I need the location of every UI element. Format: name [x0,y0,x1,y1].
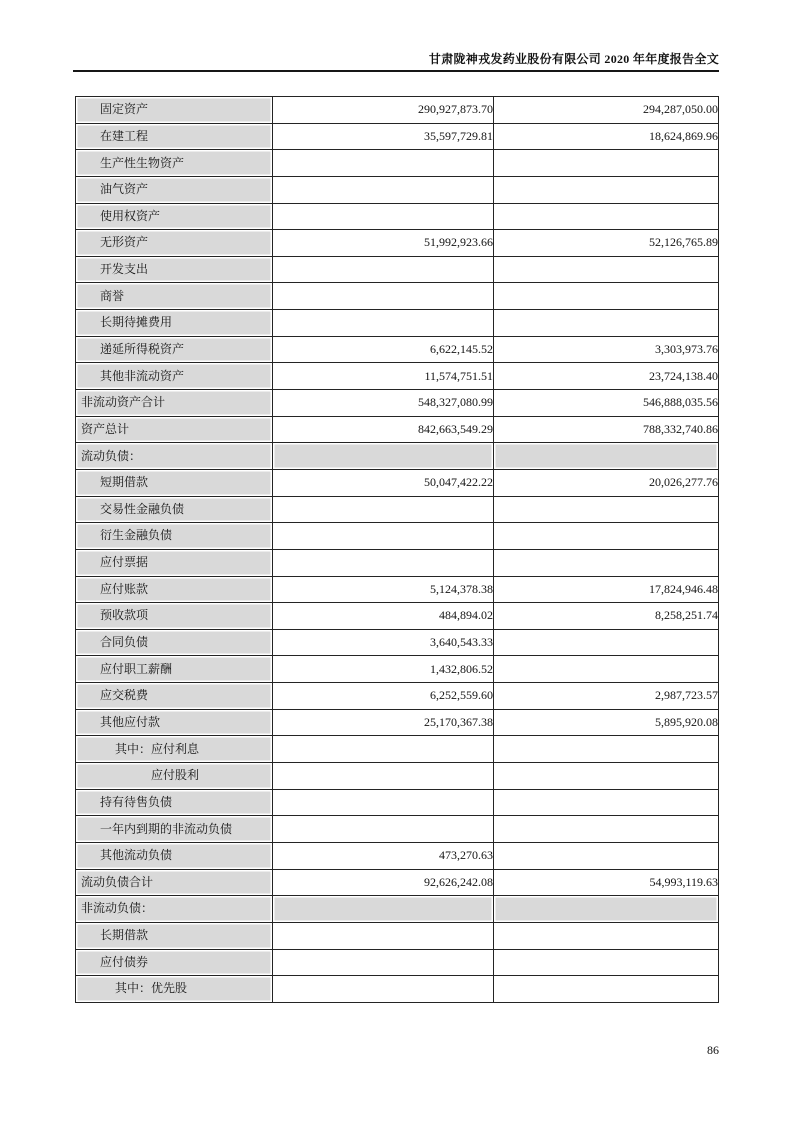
balance-table-body [76,97,719,1003]
table-row [76,469,719,496]
value-cell-previous: 2,987,723.57 [494,683,719,710]
row-label-cell: 递延所得税资产 [76,336,273,363]
value-cell-previous [494,310,719,337]
row-label-cell: 其他非流动资产 [76,363,273,390]
table-row [76,283,719,310]
value-cell-previous: 54,993,119.63 [494,869,719,896]
value-cell-current [273,549,494,576]
row-label-cell: 其他应付款 [76,709,273,736]
row-label-cell: 应交税费 [76,683,273,710]
row-label-cell: 应付职工薪酬 [76,656,273,683]
value-cell-current [273,896,494,923]
row-label-cell: 其中：优先股 [76,976,273,1003]
row-label-cell: 长期待摊费用 [76,310,273,337]
row-label-cell: 短期借款 [76,469,273,496]
table-row [76,176,719,203]
table-row [76,150,719,177]
value-cell-current [273,256,494,283]
row-label-cell: 长期借款 [76,922,273,949]
table-row [76,549,719,576]
value-cell-previous [494,256,719,283]
row-label-cell: 油气资产 [76,176,273,203]
value-cell-previous [494,523,719,550]
table-row [76,523,719,550]
value-cell-current [273,443,494,470]
value-cell-previous [494,842,719,869]
value-cell-previous [494,629,719,656]
table-row [76,203,719,230]
value-cell-previous [494,656,719,683]
value-cell-current: 35,597,729.81 [273,123,494,150]
value-cell-current [273,763,494,790]
value-cell-previous [494,763,719,790]
value-cell-current: 6,252,559.60 [273,683,494,710]
value-cell-current [273,176,494,203]
table-row [76,736,719,763]
value-cell-current [273,203,494,230]
value-cell-current [273,789,494,816]
value-cell-current: 51,992,923.66 [273,230,494,257]
value-cell-current: 548,327,080.99 [273,390,494,417]
table-row [76,896,719,923]
value-cell-current: 290,927,873.70 [273,97,494,124]
table-row [76,789,719,816]
row-label-cell: 应付债券 [76,949,273,976]
value-cell-current [273,283,494,310]
row-label-cell: 持有待售负债 [76,789,273,816]
row-label-cell: 流动负债： [76,443,273,470]
row-label-cell: 交易性金融负债 [76,496,273,523]
table-row [76,310,719,337]
table-row [76,363,719,390]
row-label-cell: 流动负债合计 [76,869,273,896]
table-row [76,390,719,417]
value-cell-previous [494,496,719,523]
report-header-title: 甘肃陇神戎发药业股份有限公司 2020 年年度报告全文 [428,52,719,66]
value-cell-current: 92,626,242.08 [273,869,494,896]
value-cell-current: 25,170,367.38 [273,709,494,736]
value-cell-previous: 546,888,035.56 [494,390,719,417]
table-row [76,949,719,976]
value-cell-current: 50,047,422.22 [273,469,494,496]
value-cell-current: 1,432,806.52 [273,656,494,683]
row-label-cell: 无形资产 [76,230,273,257]
value-cell-previous [494,949,719,976]
row-label-cell: 合同负债 [76,629,273,656]
row-label-cell: 生产性生物资产 [76,150,273,177]
value-cell-previous: 23,724,138.40 [494,363,719,390]
table-row [76,97,719,124]
table-row [76,763,719,790]
table-row [76,256,719,283]
value-cell-current [273,150,494,177]
row-label-cell: 应付股利 [76,763,273,790]
value-cell-current [273,922,494,949]
row-label-cell: 在建工程 [76,123,273,150]
row-label-cell: 其中：应付利息 [76,736,273,763]
table-row [76,709,719,736]
value-cell-previous [494,736,719,763]
row-label-cell: 使用权资产 [76,203,273,230]
value-cell-current [273,496,494,523]
value-cell-previous: 8,258,251.74 [494,603,719,630]
value-cell-current [273,736,494,763]
value-cell-current [273,976,494,1003]
table-row [76,123,719,150]
value-cell-current [273,816,494,843]
row-label-cell: 商誉 [76,283,273,310]
value-cell-previous [494,976,719,1003]
table-row [76,230,719,257]
balance-sheet-table [75,96,719,1003]
table-row [76,922,719,949]
table-row [76,976,719,1003]
value-cell-previous [494,283,719,310]
table-row [76,683,719,710]
value-cell-previous [494,896,719,923]
table-row [76,416,719,443]
value-cell-previous: 294,287,050.00 [494,97,719,124]
value-cell-previous: 5,895,920.08 [494,709,719,736]
row-label-cell: 固定资产 [76,97,273,124]
row-label-cell: 一年内到期的非流动负债 [76,816,273,843]
table-row [76,603,719,630]
value-cell-previous [494,789,719,816]
value-cell-current: 3,640,543.33 [273,629,494,656]
table-row [76,443,719,470]
value-cell-previous [494,443,719,470]
table-row [76,842,719,869]
header-divider [73,70,719,72]
row-label-cell: 应付票据 [76,549,273,576]
value-cell-previous [494,922,719,949]
table-row [76,816,719,843]
table-row [76,336,719,363]
table-row [76,576,719,603]
value-cell-previous: 3,303,973.76 [494,336,719,363]
value-cell-previous: 788,332,740.86 [494,416,719,443]
value-cell-previous [494,176,719,203]
row-label-cell: 开发支出 [76,256,273,283]
page-number: 86 [707,1043,719,1057]
value-cell-current: 842,663,549.29 [273,416,494,443]
value-cell-current: 484,894.02 [273,603,494,630]
value-cell-previous: 20,026,277.76 [494,469,719,496]
row-label-cell: 资产总计 [76,416,273,443]
value-cell-previous: 18,624,869.96 [494,123,719,150]
row-label-cell: 应付账款 [76,576,273,603]
value-cell-current: 473,270.63 [273,842,494,869]
value-cell-previous: 17,824,946.48 [494,576,719,603]
table-row [76,629,719,656]
value-cell-previous [494,150,719,177]
value-cell-current: 11,574,751.51 [273,363,494,390]
value-cell-previous [494,203,719,230]
value-cell-previous: 52,126,765.89 [494,230,719,257]
row-label-cell: 非流动负债： [76,896,273,923]
value-cell-current [273,310,494,337]
value-cell-current [273,523,494,550]
value-cell-current: 6,622,145.52 [273,336,494,363]
value-cell-previous [494,816,719,843]
row-label-cell: 非流动资产合计 [76,390,273,417]
table-row [76,656,719,683]
table-row [76,496,719,523]
row-label-cell: 预收款项 [76,603,273,630]
table-row [76,869,719,896]
value-cell-current: 5,124,378.38 [273,576,494,603]
row-label-cell: 其他流动负债 [76,842,273,869]
value-cell-previous [494,549,719,576]
value-cell-current [273,949,494,976]
row-label-cell: 衍生金融负债 [76,523,273,550]
